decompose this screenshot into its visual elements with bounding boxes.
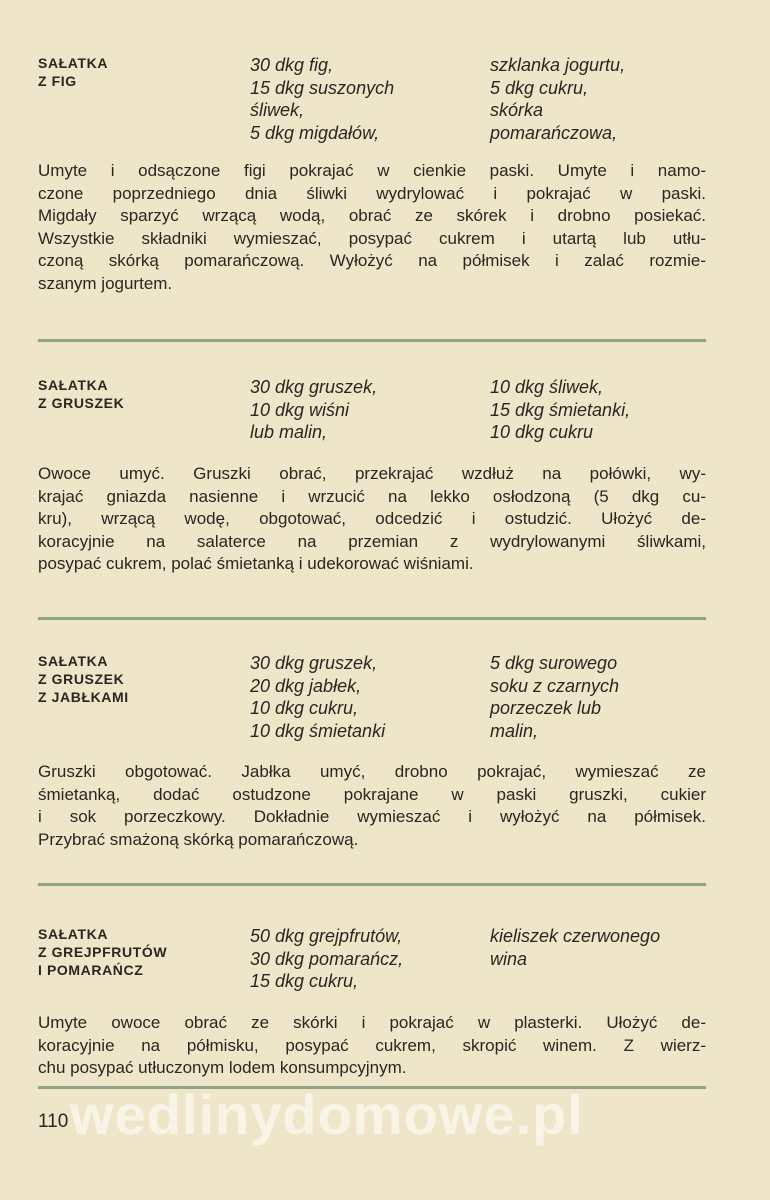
recipe-title: SAŁATKA Z GRUSZEK xyxy=(38,377,125,411)
recipe-title: SAŁATKA Z GRUSZEK Z JABŁKAMI xyxy=(38,653,129,705)
section-divider xyxy=(38,617,706,620)
ingredients-col-1: 30 dkg gruszek, 20 dkg jabłek, 10 dkg cukru, 10 dkg śmietanki xyxy=(250,653,386,741)
recipe-salatka-z-grejpfrutow-i-pomarancz xyxy=(38,925,710,1085)
ingredients-col-2: 5 dkg surowego soku z czarnych porzeczek lub malin, xyxy=(490,653,620,741)
ingredients-col-2: 10 dkg śliwek, 15 dkg śmietanki, 10 dkg cukru xyxy=(490,377,631,442)
ingredients-col-1: 30 dkg gruszek, 10 dkg wiśni lub malin, xyxy=(250,377,378,442)
watermark: wedlinydomowe.pl xyxy=(70,1083,584,1146)
recipe-instructions: Umyte i odsączone figi pokrajać w cienkie paski. Umyte i namo- czone poprzedniego dnia śliwki wydrylować i pokrajać w paski. Migdały sparzyć wrzącą wodą, obrać ze skórek i drobno posiekać. Wszystkie składniki wymieszać, posypać cukrem i utartą lub utłu- czoną skórką pomarańczową. Wyłożyć na półmisek i zalać rozmie- szanym jogurtem. xyxy=(38,161,706,293)
recipe-instructions: Owoce umyć. Gruszki obrać, przekrajać wzdłuż na połówki, wy- krajać gniazda nasienne i wrzucić na lekko osłodzoną (5 dkg cu- kru), wrzącą wodę, obgotować, odcedzić i ostudzić. Ułożyć de- koracyjnie na salaterce na przemian z wydrylowanymi śliwkami, posypać cukrem, polać śmietanką i udekorować wiśniami. xyxy=(38,464,706,573)
section-divider xyxy=(38,883,706,886)
ingredients-col-2: kieliszek czerwonego wina xyxy=(490,926,661,969)
recipe-title: SAŁATKA Z FIG xyxy=(38,55,109,89)
recipe-instructions: Umyte owoce obrać ze skórki i pokrajać w plasterki. Ułożyć de- koracyjnie na półmisku, posypać cukrem, skropić winem. Z wierz- chu posypać utłuczonym lodem konsumpcyjnym. xyxy=(38,1013,706,1077)
recipe-salatka-z-gruszek xyxy=(38,376,710,586)
recipe-instructions: Gruszki obgotować. Jabłka umyć, drobno pokrajać, wymieszać ze śmietanką, dodać ostudzone pokrajane w paski gruszki, cukier i sok porzeczkowy. Dokładnie wymieszać i wyłożyć na półmisek. Przybrać smażoną skórką pomarańczową. xyxy=(38,762,706,849)
ingredients-col-1: 30 dkg fig, 15 dkg suszonych śliwek, 5 dkg migdałów, xyxy=(250,55,395,143)
recipe-title: SAŁATKA Z GREJPFRUTÓW I POMARAŃCZ xyxy=(38,926,168,978)
ingredients-col-1: 50 dkg grejpfrutów, 30 dkg pomarańcz, 15 dkg cukru, xyxy=(250,926,404,991)
section-divider xyxy=(38,339,706,342)
recipe-salatka-z-gruszek-z-jablkami xyxy=(38,652,710,862)
page-number: 110 xyxy=(38,1111,69,1132)
ingredients-col-2: szklanka jogurtu, 5 dkg cukru, skórka pomarańczowa, xyxy=(490,55,626,143)
recipe-salatka-z-fig xyxy=(38,54,710,304)
